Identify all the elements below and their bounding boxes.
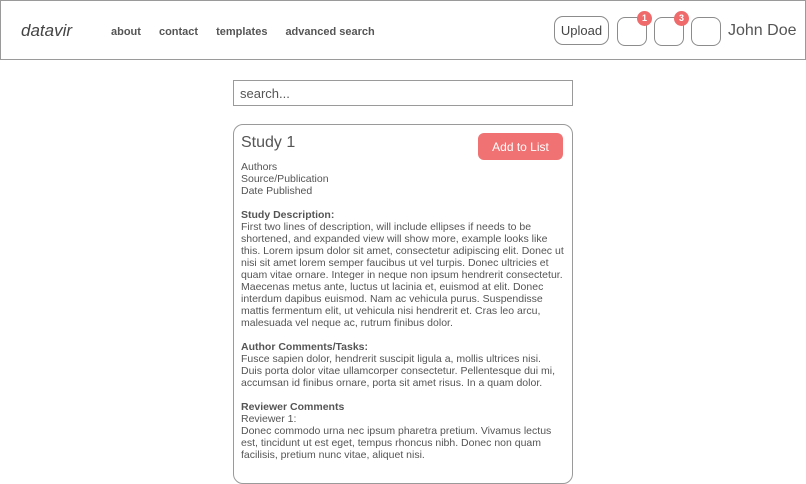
nav-about[interactable]: about: [111, 26, 141, 38]
message-badge: 3: [674, 11, 689, 26]
reviewer-label: Reviewer 1:: [241, 413, 297, 425]
comments-text: Fusce sapien dolor, hendrerit suscipit ligula a, mollis ultrices nisi. Duis porta dolor vitae ullamcorper consectetur. Pellentesque dui mi, accumsan id finibus ornare, porta sit amet risus. In a quam dolor.: [241, 353, 555, 389]
study-title[interactable]: Study 1: [241, 134, 296, 151]
main-nav: [111, 26, 393, 38]
notification-badge: 1: [637, 11, 652, 26]
study-date: Date Published: [241, 185, 313, 197]
reviewer-text: Donec commodo urna nec ipsum pharetra pretium. Vivamus lectus est, tincidunt ut est eget, tempus rhoncus nibh. Donec non quam facilisis, pretium nunc vitae, aliquet nisi.: [241, 425, 552, 461]
upload-button[interactable]: Upload: [554, 16, 609, 45]
comments-heading: Author Comments/Tasks:: [241, 341, 368, 353]
nav-templates[interactable]: templates: [216, 26, 268, 38]
username[interactable]: John Doe: [728, 22, 797, 39]
study-card: [233, 124, 573, 484]
description-heading: Study Description:: [241, 209, 335, 221]
search-input[interactable]: [233, 80, 573, 106]
study-authors: Authors: [241, 161, 278, 173]
add-to-list-button[interactable]: Add to List: [478, 133, 563, 160]
description-text: First two lines of description, will include ellipses if needs to be shortened, and expanded view will show more, example looks like this. Lorem ipsum dolor sit amet, consectetur adipiscing elit. Donec ut nisi sit amet lorem semper faucibus ut vel turpis. Donec ultricies et quam vitae ornare. Integer in neque non ipsum hendrerit consectetur. Maecenas metus ante, luctus ut lacinia et, euismod at elit. Donec interdum dapibus euismod. Nam ac vehicula purus. Suspendisse mattis fermentum elit, ut vehicula nisi hendrerit et. Cras leo arcu, malesuada vel neque ac, rutrum finibus dolor.: [241, 221, 564, 329]
nav-advanced-search[interactable]: advanced search: [285, 26, 375, 38]
top-header: [0, 0, 806, 60]
reviewer-heading: Reviewer Comments: [241, 401, 345, 413]
notification-box-icon[interactable]: [617, 13, 647, 46]
nav-contact[interactable]: contact: [158, 26, 199, 38]
profile-box-icon[interactable]: [691, 17, 721, 46]
message-box-icon[interactable]: [654, 13, 684, 46]
study-source: Source/Publication: [241, 173, 329, 185]
logo[interactable]: datavir: [21, 21, 73, 40]
